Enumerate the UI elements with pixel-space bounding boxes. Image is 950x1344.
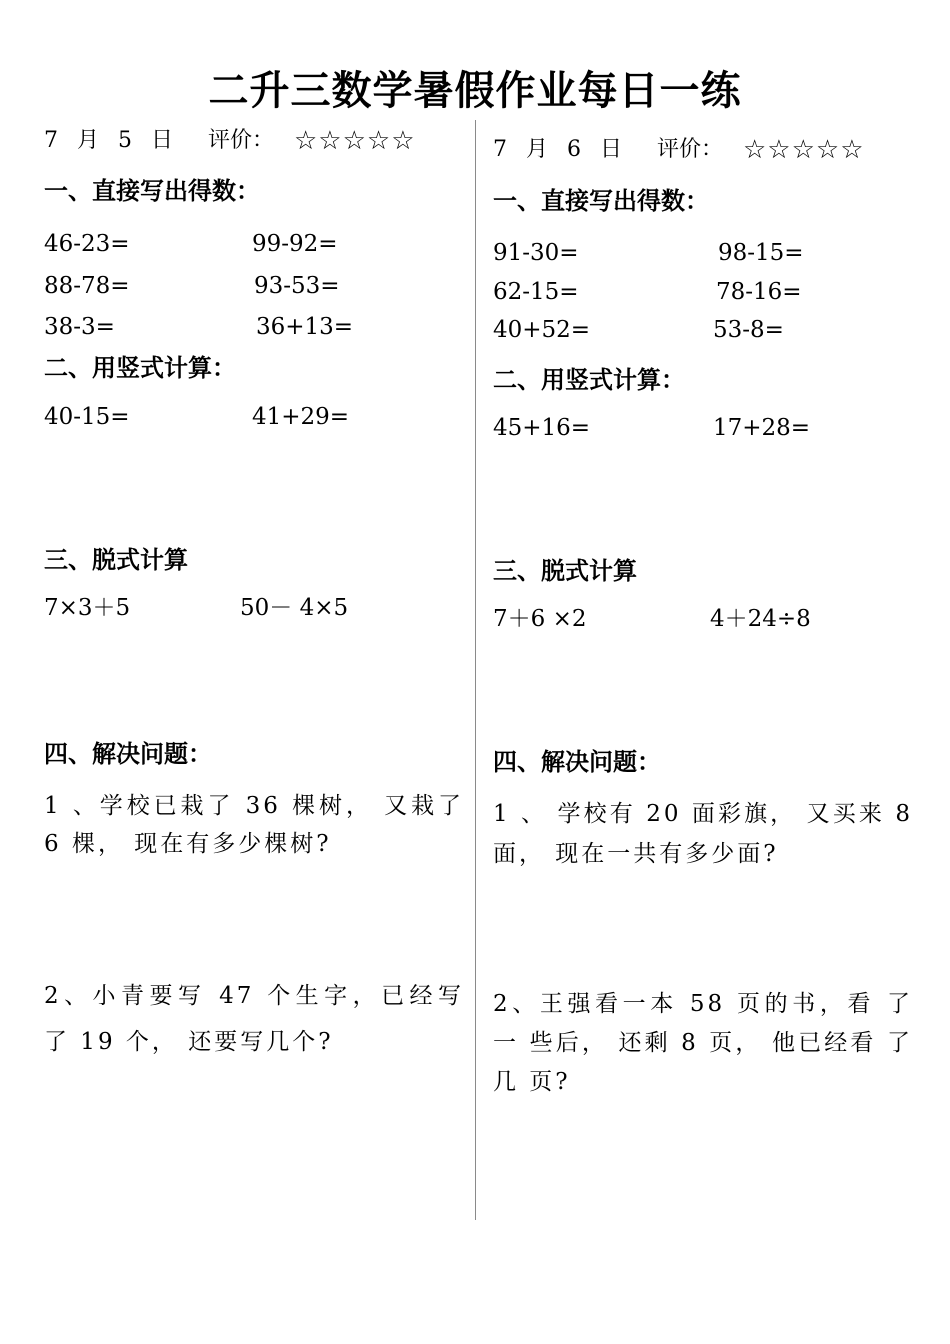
date-label: 7 月 5 日: [44, 128, 179, 153]
section-heading-direct: 一、直接写出得数：: [44, 177, 260, 205]
word-problem: 1 、 学校有 20 面彩旗， 又买来 8 面， 现在一共有多少面?: [493, 801, 913, 867]
section-heading-problems: 四、解决问题：: [493, 748, 661, 776]
day-column-july-6: [493, 0, 923, 1344]
page-title: 二升三数学暑假作业每日一练: [208, 68, 742, 114]
expression: 45+16=: [493, 415, 591, 441]
expression: 46-23=: [44, 231, 130, 257]
column-divider: [475, 120, 476, 1220]
rating-label: 评价：: [657, 137, 724, 162]
expression: 7＋6 ×2: [493, 606, 587, 632]
expression: 17+28=: [713, 415, 811, 441]
expression: 7×3＋5: [44, 595, 131, 621]
section-heading-vertical: 二、用竖式计算：: [493, 366, 685, 394]
expression: 41+29=: [252, 404, 350, 430]
section-heading-vertical: 二、用竖式计算：: [44, 354, 236, 382]
expression: 91-30=: [493, 240, 579, 266]
expression: 93-53=: [254, 273, 340, 299]
expression: 62-15=: [493, 279, 579, 305]
section-heading-direct: 一、直接写出得数：: [493, 187, 709, 215]
expression: 36+13=: [256, 314, 354, 340]
date-label: 7 月 6 日: [493, 137, 628, 162]
section-heading-stepwise: 三、脱式计算: [44, 546, 188, 574]
day-column-july-5: [44, 0, 474, 1344]
rating-label: 评价：: [208, 128, 275, 153]
word-problem: 2、王强看一本 58 页的书，看 了 一 些后， 还剩 8 页， 他已经看 了 几 页?: [493, 991, 913, 1095]
word-problem: 1 、学校已栽了 36 棵树， 又栽了 6 棵， 现在有多少棵树?: [44, 793, 464, 857]
section-heading-stepwise: 三、脱式计算: [493, 557, 637, 585]
expression: 40-15=: [44, 404, 130, 430]
section-heading-problems: 四、解决问题：: [44, 740, 212, 768]
expression: 99-92=: [252, 231, 338, 257]
star-rating: ☆☆☆☆☆: [294, 126, 416, 156]
expression: 78-16=: [716, 279, 802, 305]
star-rating: ☆☆☆☆☆: [743, 135, 865, 165]
expression: 50－ 4×5: [240, 595, 349, 621]
expression: 38-3=: [44, 314, 115, 340]
expression: 88-78=: [44, 273, 130, 299]
expression: 4＋24÷8: [710, 606, 811, 632]
expression: 98-15=: [718, 240, 804, 266]
expression: 40+52=: [493, 317, 591, 343]
word-problem: 2、小青要写 47 个生字，已经写 了 19 个， 还要写几个?: [44, 983, 464, 1055]
expression: 53-8=: [713, 317, 784, 343]
